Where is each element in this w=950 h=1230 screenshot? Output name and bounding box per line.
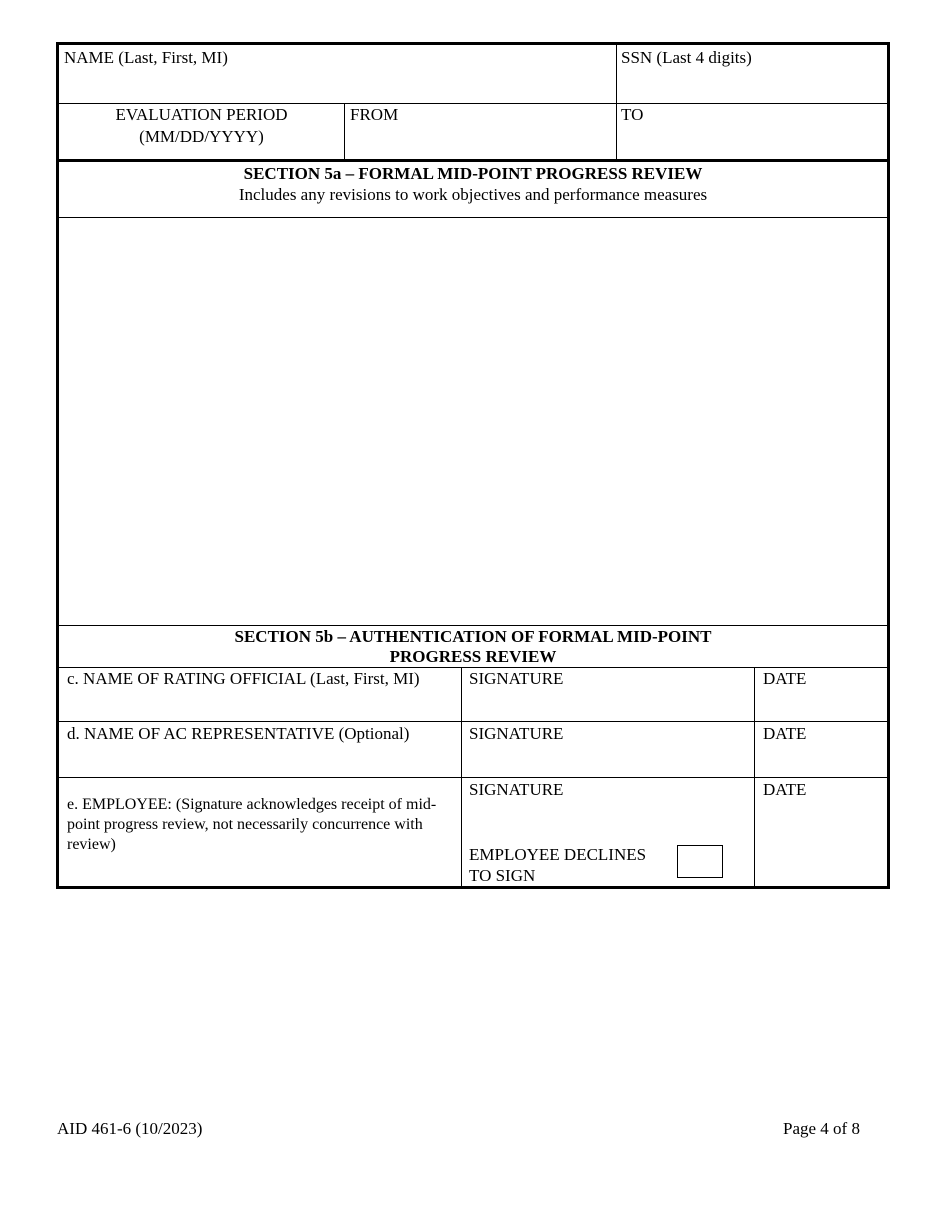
ac-representative-name-label: d. NAME OF AC REPRESENTATIVE (Optional) (67, 724, 410, 743)
ac-representative-date-field[interactable] (755, 722, 887, 777)
employee-declines-label: EMPLOYEE DECLINES (469, 845, 647, 864)
mid-point-review-text-area[interactable] (59, 218, 887, 625)
employee-date-label: DATE (763, 780, 807, 799)
page-number: Page 4 of 8 (783, 1119, 860, 1138)
employee-date-field[interactable] (755, 778, 887, 889)
section-5b-title: SECTION 5b – AUTHENTICATION OF FORMAL MID-POINT (234, 627, 712, 646)
employee-declines-label-line2: TO SIGN (469, 866, 536, 885)
rating-official-signature-label: SIGNATURE (469, 669, 564, 688)
employee-acknowledgement-label: e. EMPLOYEE: (Signature acknowledges receipt of mid-point progress review, not necessarily concurrence with review) (67, 796, 437, 853)
evaluation-period-format: (MM/DD/YYYY) (139, 127, 264, 146)
rating-official-signature-field[interactable] (462, 668, 754, 721)
rating-official-date-label: DATE (763, 669, 807, 688)
employee-signature-label: SIGNATURE (469, 780, 564, 799)
to-date-field[interactable] (617, 104, 887, 159)
rating-official-name-field[interactable] (59, 668, 461, 721)
section-5a-subtitle: Includes any revisions to work objectives and performance measures (238, 185, 708, 204)
form-id: AID 461-6 (10/2023) (57, 1119, 203, 1138)
section-5b-title-line2: PROGRESS REVIEW (389, 647, 557, 666)
divider (59, 159, 887, 162)
ac-representative-signature-label: SIGNATURE (469, 724, 564, 743)
evaluation-form (56, 42, 890, 889)
name-field[interactable] (59, 45, 616, 103)
from-label: FROM (350, 105, 399, 124)
from-date-field[interactable] (345, 104, 616, 159)
section-5a-title: SECTION 5a – FORMAL MID-POINT PROGRESS REVIEW (243, 164, 703, 183)
rating-official-date-field[interactable] (755, 668, 887, 721)
to-label: TO (621, 105, 644, 124)
ac-representative-signature-field[interactable] (462, 722, 754, 777)
ac-representative-date-label: DATE (763, 724, 807, 743)
evaluation-period-label: EVALUATION PERIOD (115, 105, 288, 124)
ac-representative-name-field[interactable] (59, 722, 461, 777)
employee-signature-field[interactable] (462, 778, 754, 838)
ssn-label: SSN (Last 4 digits) (621, 48, 752, 67)
employee-declines-checkbox[interactable] (677, 845, 723, 878)
name-label: NAME (Last, First, MI) (64, 48, 228, 67)
ssn-field[interactable] (617, 45, 887, 103)
rating-official-name-label: c. NAME OF RATING OFFICIAL (Last, First, MI) (67, 669, 420, 688)
